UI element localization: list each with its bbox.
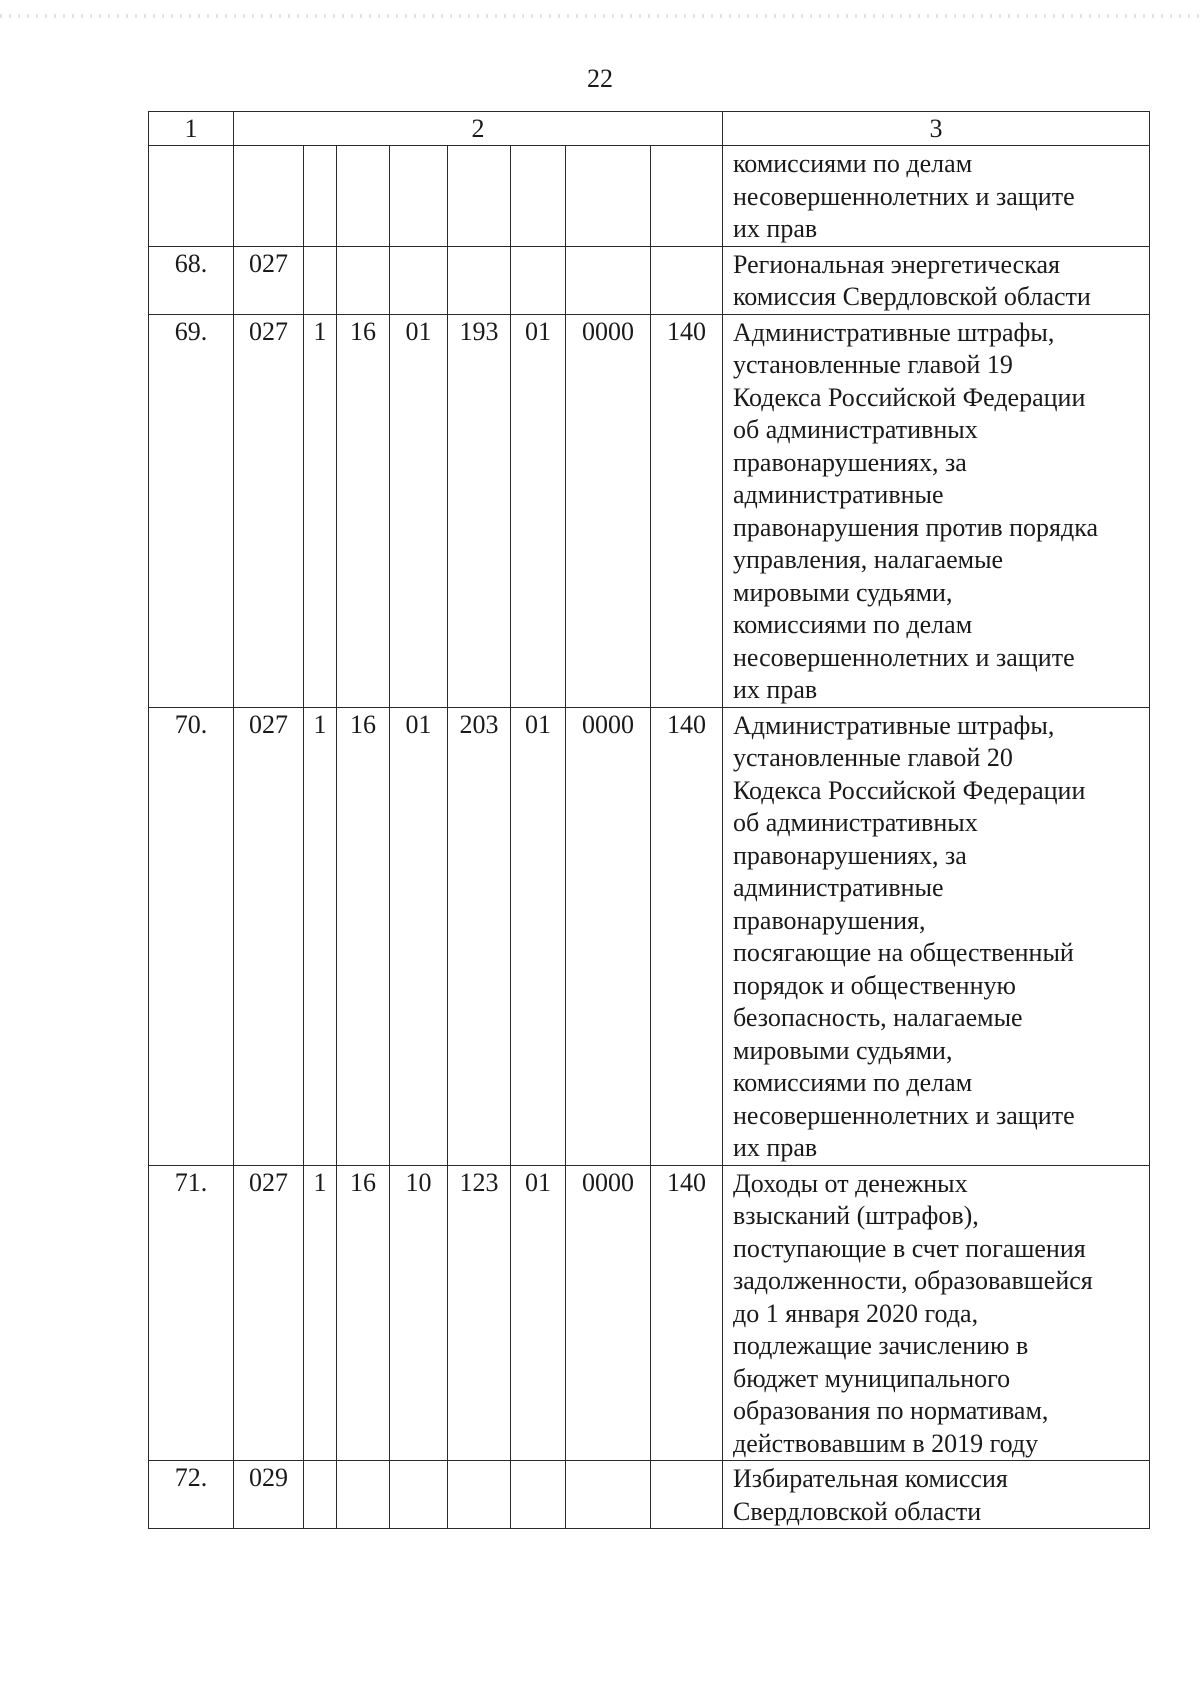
code-cell <box>566 246 651 314</box>
description-line: поступающие в счет погашения <box>733 1233 1086 1263</box>
description-line: безопасность, налагаемые <box>733 1003 1023 1032</box>
code-cell: 123 <box>448 1165 511 1461</box>
description-line: Избирательная комиссия <box>733 1464 1008 1493</box>
code-cell: 01 <box>511 314 566 707</box>
description-cell <box>723 707 1150 1165</box>
code-cell <box>390 246 448 314</box>
description-line: мировыми судьями, <box>733 1035 953 1065</box>
description-line: правонарушениях, за <box>733 840 967 870</box>
description-line: административные <box>733 873 944 902</box>
description-line: комиссиями по делам <box>733 149 973 178</box>
description-line: Доходы от денежных <box>733 1168 968 1198</box>
code-cell <box>448 146 511 247</box>
code-cell <box>511 146 566 247</box>
description-line: Кодекса Российской Федерации <box>733 382 1086 412</box>
description-line: установленные главой 20 <box>733 743 1013 772</box>
code-cell: 1 <box>304 1165 337 1461</box>
description-cell <box>723 246 1150 314</box>
code-cell <box>511 1461 566 1529</box>
description-cell <box>723 146 1150 247</box>
table-row <box>149 246 1150 314</box>
code-cell <box>304 146 337 247</box>
table-row <box>149 146 1150 247</box>
code-cell: 16 <box>337 314 390 707</box>
code-cell: 027 <box>234 314 304 707</box>
code-cell <box>511 246 566 314</box>
code-cell: 140 <box>651 1165 723 1461</box>
code-cell: 16 <box>337 1165 390 1461</box>
code-cell: 027 <box>234 707 304 1165</box>
table-row <box>149 707 1150 1165</box>
code-cell: 01 <box>390 314 448 707</box>
description-line: несовершеннолетних и защите <box>733 642 1075 672</box>
row-number-cell: 68. <box>149 246 234 314</box>
code-cell <box>651 146 723 247</box>
code-cell <box>304 1461 337 1529</box>
description-line: правонарушениях, за <box>733 447 967 477</box>
code-cell <box>566 1461 651 1529</box>
description-line: подлежащие зачислению в <box>733 1331 1029 1360</box>
code-cell <box>337 246 390 314</box>
description-cell <box>723 1165 1150 1461</box>
description-line: Региональная энергетическая <box>733 249 1060 279</box>
code-cell <box>651 246 723 314</box>
scan-artifact <box>0 14 1200 18</box>
code-cell: 027 <box>234 246 304 314</box>
row-number-cell: 70. <box>149 707 234 1165</box>
description-line: их прав <box>733 675 818 704</box>
description-line: комиссиями по делам <box>733 610 973 639</box>
description-line: об административных <box>733 808 978 837</box>
description-line: Административные штрафы, <box>733 317 1055 347</box>
code-cell: 0000 <box>566 707 651 1165</box>
description-line: мировыми судьями, <box>733 577 953 607</box>
description-line: действовавшим в 2019 году <box>733 1428 1039 1458</box>
code-cell: 203 <box>448 707 511 1165</box>
code-cell: 01 <box>511 707 566 1165</box>
description-line: комиссия Свердловской области <box>733 282 1091 311</box>
row-number-cell: 71. <box>149 1165 234 1461</box>
row-number-cell: 69. <box>149 314 234 707</box>
code-cell: 01 <box>390 707 448 1165</box>
description-line: их прав <box>733 214 818 243</box>
description-line: несовершеннолетних и защите <box>733 1100 1075 1130</box>
description-line: административные <box>733 480 944 509</box>
description-line: бюджет муниципального <box>733 1363 1011 1393</box>
header-col-2: 2 <box>234 112 723 146</box>
table-row <box>149 314 1150 707</box>
description-line: взысканий (штрафов), <box>733 1201 979 1230</box>
code-cell: 0000 <box>566 314 651 707</box>
revenue-codes-table <box>148 111 1150 1529</box>
description-line: их прав <box>733 1133 818 1162</box>
code-cell: 16 <box>337 707 390 1165</box>
code-cell: 027 <box>234 1165 304 1461</box>
code-cell: 140 <box>651 314 723 707</box>
description-line: управления, налагаемые <box>733 545 1004 574</box>
code-cell: 01 <box>511 1165 566 1461</box>
description-line: правонарушения против порядка <box>733 512 1099 542</box>
code-cell <box>448 246 511 314</box>
code-cell <box>448 1461 511 1529</box>
description-line: Кодекса Российской Федерации <box>733 775 1086 805</box>
code-cell: 1 <box>304 314 337 707</box>
code-cell: 140 <box>651 707 723 1165</box>
row-number-cell <box>149 146 234 247</box>
description-line: порядок и общественную <box>733 970 1016 1000</box>
description-line: задолженности, образовавшейся <box>733 1266 1093 1295</box>
code-cell <box>566 146 651 247</box>
table-header-row <box>149 112 1150 146</box>
page-number: 22 <box>587 64 613 93</box>
description-line: комиссиями по делам <box>733 1068 973 1097</box>
description-line: Административные штрафы, <box>733 710 1055 740</box>
description-line: Свердловской области <box>733 1496 982 1526</box>
description-line: установленные главой 19 <box>733 350 1013 379</box>
description-cell <box>723 314 1150 707</box>
table-row <box>149 1461 1150 1529</box>
code-cell <box>651 1461 723 1529</box>
description-cell <box>723 1461 1150 1529</box>
code-cell: 10 <box>390 1165 448 1461</box>
description-line: об административных <box>733 415 978 444</box>
code-cell <box>234 146 304 247</box>
code-cell <box>304 246 337 314</box>
code-cell: 193 <box>448 314 511 707</box>
header-col-1: 1 <box>149 112 234 146</box>
header-col-3: 3 <box>723 112 1150 146</box>
description-line: посягающие на общественный <box>733 938 1074 967</box>
description-line: несовершеннолетних и защите <box>733 181 1075 211</box>
table-row <box>149 1165 1150 1461</box>
code-cell <box>337 146 390 247</box>
code-cell: 1 <box>304 707 337 1165</box>
code-cell: 0000 <box>566 1165 651 1461</box>
description-line: до 1 января 2020 года, <box>733 1298 979 1328</box>
row-number-cell: 72. <box>149 1461 234 1529</box>
code-cell <box>337 1461 390 1529</box>
code-cell <box>390 146 448 247</box>
description-line: образования по нормативам, <box>733 1396 1049 1425</box>
description-line: правонарушения, <box>733 905 926 935</box>
code-cell: 029 <box>234 1461 304 1529</box>
code-cell <box>390 1461 448 1529</box>
